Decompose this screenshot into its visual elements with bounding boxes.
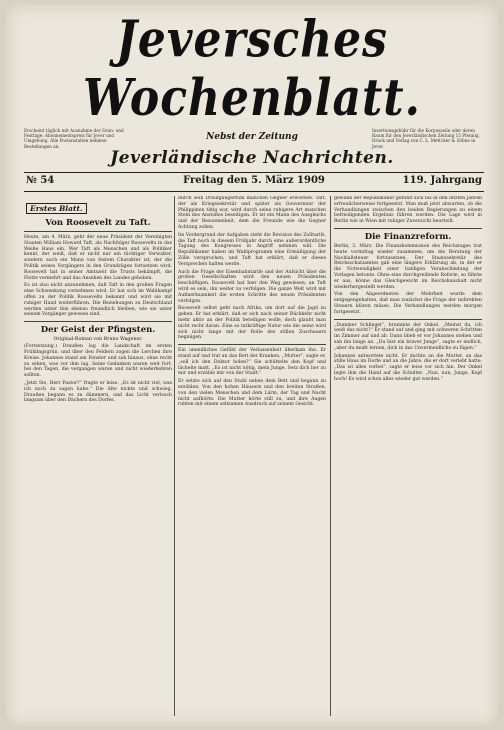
- dateline: [24, 175, 484, 189]
- masthead-nebst: Nebst der Zeitung: [206, 132, 298, 142]
- article-paragraph: Ein unendliches Gefühl der Verlassenheit überkam ihn. Er stand auf und trat an das Bett der Kranken. „Mutter“, sagte er, „soll ich den Doktor holen?“ Sie schüttelte den Kopf und lächelte matt. „Es ist nicht nötig, mein Junge. Setz dich her zu mir und erzähle mir von der Stadt.“: [178, 348, 326, 377]
- newspaper-page: [6, 4, 498, 726]
- masthead-note-right: Insertionsgebühr für die Korpuszeile oder deren Raum für den Jeverländischen Zeitung 15 Pfennig. Druck und Verlag von C. L. Mettcker & Söhne in Jever.: [372, 128, 480, 149]
- article-paragraph: Er setzte sich auf den Stuhl neben dem Bett und begann zu erzählen. Von den hohen Häusern und den breiten Straßen, von den vielen Menschen und dem Lärm, der Tag und Nacht nicht aufhörte. Die Mutter hörte still zu, und ihre Augen ruhten mit einem seltsamen Ausdruck auf seinem Gesicht.: [178, 379, 326, 408]
- column-divider: [330, 196, 331, 716]
- column-divider: [174, 196, 175, 716]
- article-paragraph: gewann der Republikaner gefühlt sich bis in den letzten Jahren erfreulicherweise fortgesetzt. Man muß jetzt abwarten, ob die Verhandlungen zwischen den beiden Regierungen zu einem befriedigenden Ergebnis führen werden. Die Lage wird in Berlin wie in Wien mit ruhiger Zuversicht beurteilt.: [334, 196, 482, 225]
- article-subheading: Original-Roman von Bruno Wagener.: [53, 337, 143, 343]
- article-paragraph: Berlin, 3. März. Die Finanzkommission des Reichstages trat heute vormittag wieder zusammen, um die Beratung der Nachlaßsteuer fortzusetzen. Der Staatssekretär des Reichsschatzamtes gab eine längere Erklärung ab, in der er die Notwendigkeit einer baldigen Verabschiedung der Vorlagen betonte. Ohne eine durchgreifende Reform, so führte er aus, könne das Gleichgewicht im Reichshaushalt nicht wiederhergestellt werden.: [334, 243, 482, 290]
- issue-date: Freitag den 5. März 1909: [183, 175, 325, 186]
- separator: [334, 228, 482, 229]
- column-2: [178, 196, 326, 716]
- separator: [334, 319, 482, 320]
- article-paragraph: Es ist also nicht anzunehmen, daß Taft in den großen Fragen eine Schwenkung vornehmen wird. Er hat sich im Wahlkampf offen zu der Politik Roosevelts bekannt und wird sie mit ruhiger Hand weiterführen. Die Beziehungen zu Deutschland werden unter ihm ebenso freundlich bleiben, wie sie unter seinem Vorgänger gewesen sind.: [24, 283, 172, 318]
- article-heading: Von Roosevelt zu Taft.: [45, 218, 151, 228]
- rule-bottom: [24, 191, 484, 192]
- issue-number: № 54: [26, 175, 55, 186]
- separator: [24, 321, 172, 322]
- article-heading: Die Finanzreform.: [364, 231, 452, 242]
- rule-top: [24, 172, 484, 173]
- masthead-subtitle: Jeverländische Nachrichten.: [110, 148, 394, 168]
- article-paragraph: „Dummer Schlingel“, brummte der Onkel. „Meinst du, ich weiß das nicht?“ Er stand auf und ging mit schweren Schritten im Zimmer auf und ab. Dann blieb er vor Johannes stehen und sah ihn lange an. „Du bist ein braver Junge“, sagte er endlich, „aber du mußt lernen, dich in das Unvermeidliche zu fügen.“: [334, 322, 482, 351]
- article-paragraph: Im Vordergrund der Aufgaben steht die Revision des Zolltarifs, die Taft noch in diesem Frühjahr durch eine außerordentliche Tagung des Kongresses in Angriff nehmen will. Die Republikaner haben im Wahlprogramm eine Ermäßigung der Zölle versprochen, und Taft hat erklärt, daß er dieses Versprechen halten werde.: [178, 232, 326, 267]
- column-3: [334, 196, 482, 716]
- article-paragraph: Roosevelt selbst geht nach Afrika, um dort auf die Jagd zu gehen. Er hat erklärt, daß er sich nach seiner Rückkehr nicht mehr aktiv an der Politik beteiligen wolle, doch glaubt man nicht recht daran. Eine so tatkräftige Natur wie die seine wird sich nicht lange mit der Rolle des stillen Zuschauers begnügen.: [178, 306, 326, 341]
- separator: [178, 344, 326, 345]
- article-paragraph: Johannes antwortete nicht. Er dachte an die Mutter, an das stille Haus im Dorfe und an die Jahre, die er dort verlebt hatte. „Das ist alles vorbei“, sagte er leise vor sich hin. Der Onkel legte ihm die Hand auf die Schulter. „Nun, nun, Junge, Kopf hoch! Es wird schon alles wieder gut werden.“: [334, 353, 482, 382]
- article-paragraph: Heute, am 4. März, geht der neue Präsident der Vereinigten Staaten William Howard Taft, als Nachfolger Roosevelts in das Weiße Haus ein. Wer Taft als Menschen und als Politiker kennt, der weiß, daß er nicht nur ein tüchtiger Verwalter, sondern auch ein Mann von festem Charakter ist, der die Politik seines Vorgängers in den Grundzügen fortsetzen wird. Roosevelt hat in seiner Amtszeit die Trusts bekämpft, die Flotte vermehrt und das Ansehen des Landes gehoben.: [24, 235, 172, 281]
- article-paragraph: Auch die Frage der Eisenbahntarife und der Aufsicht über die großen Gesellschaften wird den neuen Präsidenten beschäftigen. Roosevelt hat hier den Weg gewiesen; an Taft wird es sein, ihn weiter zu verfolgen. Die ganze Welt wird mit Aufmerksamkeit die ersten Schritte des neuen Präsidenten verfolgen.: [178, 269, 326, 304]
- article-paragraph: (Fortsetzung.) Draußen lag die Landschaft im ersten Frühlingsgrün, und über den Feldern zogen die Lerchen ihre Kreise. Johannes stand am Fenster und sah hinaus, ohne recht zu sehen, was vor ihm lag. Seine Gedanken waren weit fort, bei den Tagen, die vergangen waren und nicht wiederkehren sollten.: [24, 344, 172, 379]
- masthead-title: Jeversches Wochenblatt.: [83, 10, 421, 128]
- article-paragraph: Von den Abgeordneten der Mehrheit wurde dem entgegengehalten, daß man zunächst die Frage der indirekten Steuern klären müsse. Die Verhandlungen werden morgen fortgesetzt.: [334, 292, 482, 315]
- masthead-note-left: Erscheint täglich mit Ausnahme der Sonn- und Festtage. Abonnementspreis für Jever und Umgebung. Alle Postanstalten nehmen Bestellungen an.: [24, 128, 124, 149]
- separator: [24, 231, 172, 232]
- article-paragraph: durch sein Draufgängertum manchen Gegner erworben. Taft, der als Kriegssekretär und später als Gouverneur der Philippinen tätig war, wird durch seine ruhigere Art manchen Stein des Anstoßes beseitigen. Er ist ein Mann des Ausgleichs und der Besonnenheit, dem die Freunde wie die Gegner Achtung zollen.: [178, 196, 326, 230]
- column-1: [24, 196, 172, 716]
- section-box-heading: Erstes Blatt.: [26, 203, 87, 214]
- article-paragraph: „Jetzt Sie, Herr Pastor?“ fragte er leise. „Es ist nicht viel, was ich noch zu sagen habe.“ Die Alte nickte und schwieg. Draußen begann es zu dämmern, und das Licht verlosch langsam über den Dächern des Dorfes.: [24, 380, 172, 404]
- article-heading: Der Geist der Pfingsten.: [40, 325, 156, 336]
- issue-year: 119. Jahrgang: [402, 175, 482, 186]
